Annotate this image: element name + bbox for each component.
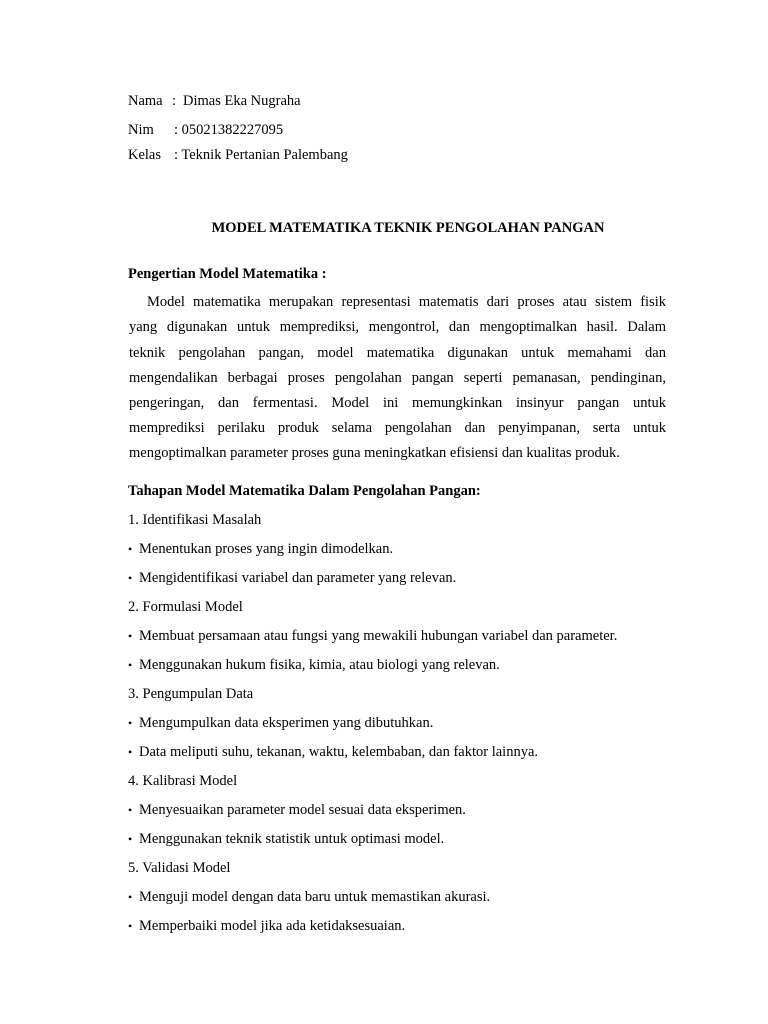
- list-item: [128, 540, 393, 558]
- section1-heading: Pengertian Model Matematika :: [128, 266, 327, 282]
- paragraph-line: yang digunakan untuk memprediksi, mengontrol, dan mengoptimalkan hasil. Dalam: [129, 319, 666, 335]
- list-item: [128, 743, 538, 761]
- list-item-text: Menentukan proses yang ingin dimodelkan.: [139, 541, 394, 557]
- list-item: [128, 830, 444, 848]
- list-item: [128, 656, 500, 674]
- step-title: 5. Validasi Model: [128, 860, 231, 876]
- step-title: 2. Formulasi Model: [128, 599, 243, 615]
- list-item: [128, 714, 433, 732]
- bullet-icon: •: [128, 571, 133, 585]
- section2-heading: Tahapan Model Matematika Dalam Pengolahan Pangan:: [128, 483, 481, 499]
- list-item-text: Menguji model dengan data baru untuk memastikan akurasi.: [139, 889, 491, 905]
- list-item-text: Memperbaiki model jika ada ketidaksesuaian.: [139, 918, 406, 934]
- paragraph-line: mengoptimalkan parameter proses guna meningkatkan efisiensi dan kualitas produk.: [129, 445, 620, 461]
- list-item-text: Membuat persamaan atau fungsi yang mewakili hubungan variabel dan parameter.: [139, 628, 618, 644]
- bullet-icon: •: [128, 745, 133, 759]
- list-item-text: Menggunakan teknik statistik untuk optimasi model.: [139, 831, 445, 847]
- list-item: [128, 569, 456, 587]
- bullet-icon: •: [128, 629, 133, 643]
- bullet-icon: •: [128, 803, 133, 817]
- nim-value: : 05021382227095: [174, 122, 284, 138]
- paragraph-line: teknik pengolahan pangan, model matematika digunakan untuk memahami dan: [129, 345, 666, 361]
- step-title: 4. Kalibrasi Model: [128, 773, 238, 789]
- paragraph-line: memprediksi perilaku produk selama pengolahan dan penyimpanan, serta untuk: [129, 420, 666, 436]
- kelas-label: Kelas: [128, 147, 162, 163]
- list-item-text: Mengumpulkan data eksperimen yang dibutuhkan.: [139, 715, 434, 731]
- bullet-icon: •: [128, 919, 133, 933]
- bullet-icon: •: [128, 542, 133, 556]
- bullet-icon: •: [128, 716, 133, 730]
- paragraph-line: mengendalikan berbagai proses pengolahan pangan seperti pemanasan, pendinginan,: [129, 370, 666, 386]
- list-item: [128, 627, 617, 645]
- paragraph-line: pengeringan, dan fermentasi. Model ini memungkinkan insinyur pangan untuk: [129, 395, 666, 411]
- list-item-text: Menggunakan hukum fisika, kimia, atau biologi yang relevan.: [139, 657, 500, 673]
- step-title: 3. Pengumpulan Data: [128, 686, 254, 702]
- kelas-value: : Teknik Pertanian Palembang: [174, 147, 348, 163]
- bullet-icon: •: [128, 832, 133, 846]
- nama-label: Nama: [128, 93, 163, 109]
- list-item: [128, 917, 405, 935]
- paragraph-line: Model matematika merupakan representasi matematis dari proses atau sistem fisik: [147, 294, 666, 310]
- nama-separator: :: [172, 93, 177, 109]
- page-title: MODEL MATEMATIKA TEKNIK PENGOLAHAN PANGAN: [211, 220, 605, 236]
- step-title: 1. Identifikasi Masalah: [128, 512, 262, 528]
- nama-value: Dimas Eka Nugraha: [183, 93, 301, 109]
- list-item-text: Mengidentifikasi variabel dan parameter yang relevan.: [139, 570, 457, 586]
- list-item: [128, 888, 490, 906]
- bullet-icon: •: [128, 658, 133, 672]
- nim-label: Nim: [128, 122, 154, 138]
- list-item: [128, 801, 466, 819]
- bullet-icon: •: [128, 890, 133, 904]
- list-item-text: Menyesuaikan parameter model sesuai data eksperimen.: [139, 802, 466, 818]
- list-item-text: Data meliputi suhu, tekanan, waktu, kelembaban, dan faktor lainnya.: [139, 744, 539, 760]
